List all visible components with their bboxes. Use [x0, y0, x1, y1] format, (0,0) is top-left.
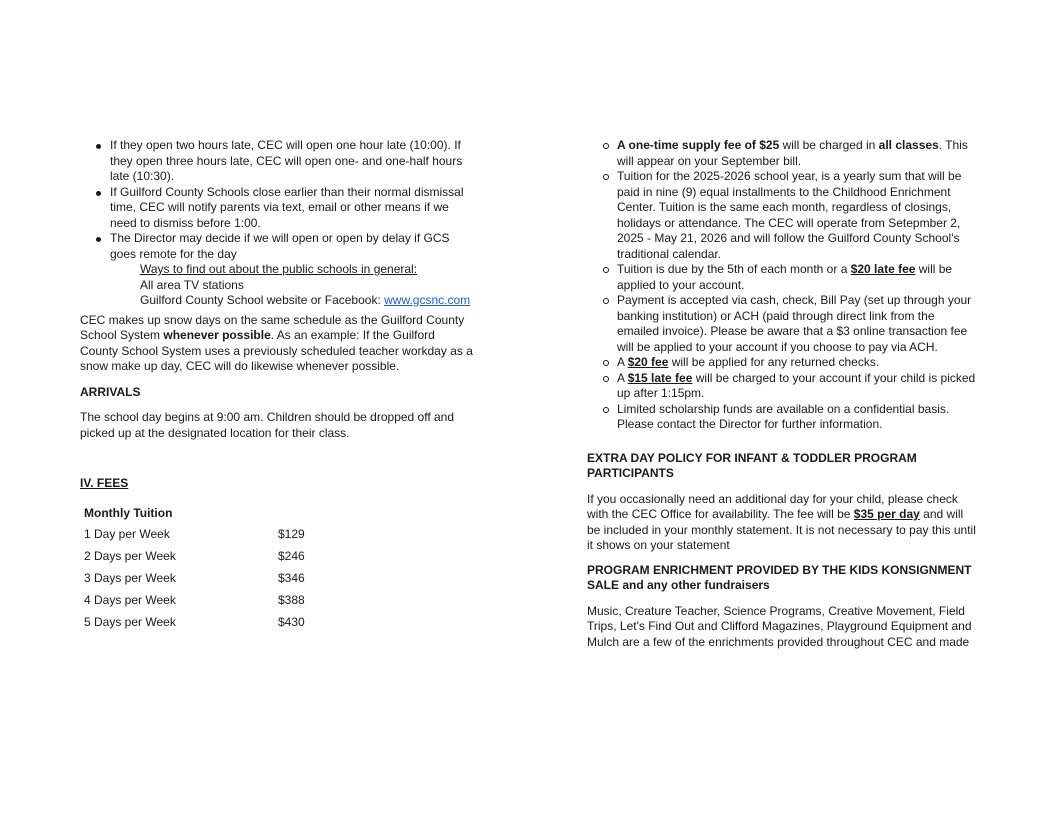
- left-column: [80, 138, 475, 634]
- tuition-label: 1 Day per Week: [84, 527, 170, 542]
- list-item: Limited scholarship funds are available on a confidential basis. Please contact the Director for further information.: [617, 402, 977, 433]
- list-item: The Director may decide if we will open or open by delay if GCS goes remote for the day: [110, 231, 475, 262]
- fees-heading: IV. FEES: [80, 476, 129, 490]
- enrichment-heading: PROGRAM ENRICHMENT PROVIDED BY THE KIDS KONSIGNMENT SALE and any other fundraisers: [587, 562, 972, 592]
- list-item: [617, 262, 977, 293]
- list-item: [617, 371, 977, 402]
- arrivals-paragraph: The school day begins at 9:00 am. Children should be dropped off and picked up at the designated location for their class.: [80, 410, 455, 440]
- returned-post: will be applied for any returned checks.: [668, 355, 880, 369]
- supply-fee-bold: A one-time supply fee of $25: [617, 138, 780, 152]
- tuition-table: [84, 524, 305, 634]
- tuition-price: $246: [278, 549, 305, 564]
- table-row: [84, 568, 305, 590]
- table-row: [84, 612, 305, 634]
- enrichment-paragraph: Music, Creature Teacher, Science Programs, Creative Movement, Field Trips, Let's Find Out and Clifford Magazines, Playground Equipment and Mulch are a few of the enrichments provided throughout CEC and made: [587, 603, 972, 649]
- monthly-tuition-heading: Monthly Tuition: [84, 505, 173, 520]
- gcsnc-link[interactable]: www.gcsnc.com: [384, 293, 471, 307]
- find-out-title: Ways to find out about the public schools in general:: [140, 262, 418, 276]
- tuition-label: 5 Days per Week: [84, 615, 176, 630]
- website-line: [140, 293, 475, 309]
- list-item: Payment is accepted via cash, check, Bill Pay (set up through your banking institution) or ACH (paid through direct link from the emailed invoice). Please be aware that a $3 online transaction fee will be applied to your account if you choose to pay via ACH.: [617, 293, 977, 355]
- snow-text-1: CEC makes up snow days on the same schedule as the Guilford County School System: [80, 312, 465, 342]
- tuition-price: $346: [278, 571, 305, 586]
- table-row: [84, 524, 305, 546]
- supply-fee-mid: will be charged in: [779, 138, 879, 152]
- extra-day-heading: EXTRA DAY POLICY FOR INFANT & TODDLER PROGRAM PARTICIPANTS: [587, 450, 917, 480]
- tuition-label: 4 Days per Week: [84, 593, 176, 608]
- snow-days-paragraph: [80, 313, 475, 375]
- pickup-post: will be charged to your account if your child is picked up after 1:15pm.: [617, 370, 976, 400]
- extra-text-1: If you occasionally need an additional day for your child, please check with the CEC Office for availability. The fee will be: [587, 491, 958, 521]
- extra-day-paragraph: [587, 492, 977, 554]
- tuition-label: 2 Days per Week: [84, 549, 176, 564]
- extra-text-2: and will be included in your monthly statement. It is not necessary to pay this until it shows on your statement: [587, 507, 976, 552]
- list-item: If they open two hours late, CEC will open one hour late (10:00). If they open three hours late, CEC will open one- and one-half hours late (10:30).: [110, 138, 475, 185]
- tuition-price: $129: [278, 527, 305, 542]
- returned-pre: A: [617, 355, 628, 369]
- delay-bullet-list: [80, 138, 475, 262]
- list-item: [617, 138, 977, 169]
- list-item: Tuition for the 2025-2026 school year, is a yearly sum that will be paid in nine (9) equal installments to the Childhood Enrichment Center. Tuition is the same each month, regardless of closings, holidays or attendance. The CEC will operate from Setepmber 2, 2025 - May 21, 2026 and will follow the Guilford County School's traditional calendar.: [617, 169, 977, 262]
- due-text-post: will be applied to your account.: [617, 262, 953, 292]
- extra-day-fee: $35 per day: [853, 507, 920, 521]
- find-out-block: [140, 262, 475, 309]
- arrivals-heading: ARRIVALS: [80, 384, 141, 399]
- supply-fee-end: . This will appear on your September bill.: [617, 138, 968, 168]
- late-fee-amount: $20 late fee: [850, 262, 916, 276]
- list-item: If Guilford County Schools close earlier than their normal dismissal time, CEC will notify parents via text, email or other means if we need to dismiss before 1:00.: [110, 185, 475, 232]
- tuition-price: $430: [278, 615, 305, 630]
- table-row: [84, 546, 305, 568]
- snow-text-bold: whenever possible: [163, 328, 271, 342]
- website-prefix: Guilford County School website or Facebook:: [140, 293, 385, 307]
- pickup-late-fee: $15 late fee: [627, 370, 693, 385]
- fees-sub-list: [587, 138, 977, 433]
- list-item: [617, 355, 977, 371]
- tuition-label: 3 Days per Week: [84, 571, 176, 586]
- right-column: [587, 138, 977, 650]
- table-row: [84, 590, 305, 612]
- snow-text-2: . As an example: If the Guilford County School System uses a previously scheduled teacher workday as a snow make up day, CEC will do likewise whenever possible.: [80, 328, 473, 373]
- due-text-pre: Tuition is due by the 5th of each month or a: [617, 262, 851, 276]
- returned-check-fee: $20 fee: [627, 355, 669, 369]
- supply-fee-classes: all classes: [878, 138, 939, 152]
- pickup-pre: A: [617, 370, 628, 385]
- tuition-price: $388: [278, 593, 305, 608]
- tv-stations-text: All area TV stations: [140, 277, 244, 292]
